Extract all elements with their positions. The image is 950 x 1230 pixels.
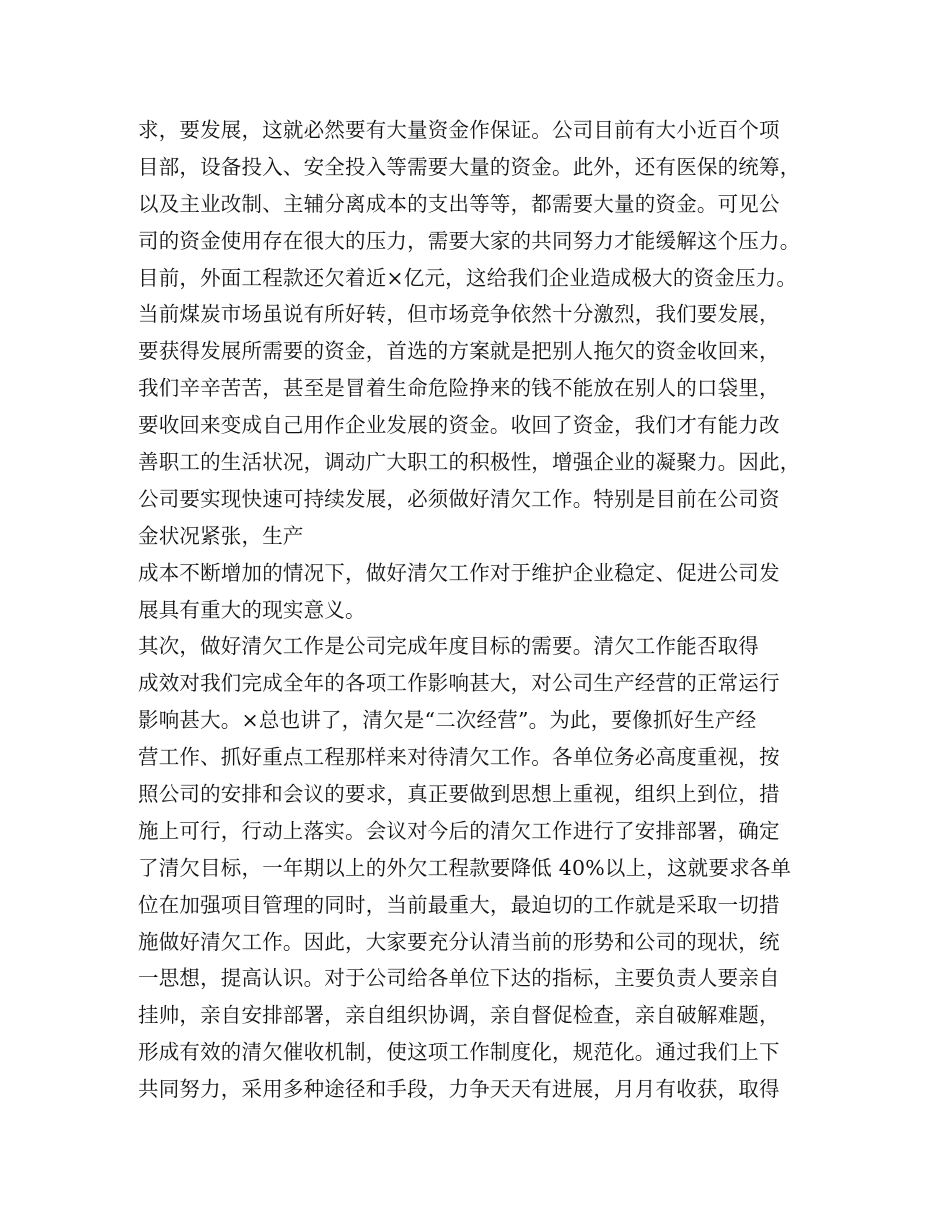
text-line: 施上可行，行动上落实。会议对今后的清欠工作进行了安排部署，确定: [138, 818, 780, 843]
text-line: 成本不断增加的情况下，做好清欠工作对于维护企业稳定、促进公司发: [138, 560, 780, 585]
text-line: 一思想，提高认识。对于公司给各单位下达的指标，主要负责人要亲自: [138, 966, 780, 991]
text-line: 照公司的安排和会议的要求，真正要做到思想上重视，组织上到位，措: [138, 782, 780, 807]
text-line: 挂帅，亲自安排部署，亲自组织协调，亲自督促检查，亲自破解难题，: [138, 1003, 780, 1028]
text-line: 了清欠目标，一年期以上的外欠工程款要降低 40%以上，这就要求各单: [138, 855, 792, 880]
text-line: 营工作、抓好重点工程那样来对待清欠工作。各单位务必高度重视，按: [138, 745, 780, 770]
text-line: 施做好清欠工作。因此，大家要充分认清当前的形势和公司的现状，统: [138, 929, 780, 954]
text-line: 要收回来变成自己用作企业发展的资金。收回了资金，我们才有能力改: [138, 413, 780, 438]
text-line: 形成有效的清欠催收机制，使这项工作制度化，规范化。通过我们上下: [138, 1040, 780, 1065]
text-line: 求，要发展，这就必然要有大量资金作保证。公司目前有大小近百个项: [138, 118, 780, 142]
text-line: 要获得发展所需要的资金，首选的方案就是把别人拖欠的资金收回来，: [138, 339, 780, 364]
text-line: 公司要实现快速可持续发展，必须做好清欠工作。特别是目前在公司资: [138, 486, 780, 511]
text-line: 展具有重大的现实意义。: [138, 597, 366, 622]
text-line: 司的资金使用存在很大的压力，需要大家的共同努力才能缓解这个压力。: [138, 228, 801, 253]
body-text: [138, 112, 838, 1108]
text-line: 善职工的生活状况，调动广大职工的积极性，增强企业的凝聚力。因此，: [138, 450, 801, 475]
text-line: 位在加强项目管理的同时，当前最重大，最迫切的工作就是采取一切措: [138, 892, 780, 917]
text-line: 当前煤炭市场虽说有所好转，但市场竞争依然十分激烈，我们要发展，: [138, 302, 780, 327]
text-line: 金状况紧张，生产: [138, 523, 304, 548]
text-line: 影响甚大。×总也讲了，清欠是“二次经营”。为此，要像抓好生产经: [138, 708, 757, 733]
text-line: 目前，外面工程款还欠着近×亿元，这给我们企业造成极大的资金压力。: [138, 265, 798, 290]
text-line: 其次，做好清欠工作是公司完成年度目标的需要。清欠工作能否取得: [138, 634, 759, 659]
text-line: 以及主业改制、主辅分离成本的支出等等，都需要大量的资金。可见公: [138, 191, 780, 216]
text-line: 目部，设备投入、安全投入等需要大量的资金。此外，还有医保的统筹，: [138, 154, 801, 179]
text-line: 我们辛辛苦苦，甚至是冒着生命危险挣来的钱不能放在别人的口袋里，: [138, 376, 780, 401]
text-line: 共同努力，采用多种途径和手段，力争天天有进展，月月有收获，取得: [138, 1077, 780, 1102]
text-line: 成效对我们完成全年的各项工作影响甚大，对公司生产经营的正常运行: [138, 671, 780, 696]
